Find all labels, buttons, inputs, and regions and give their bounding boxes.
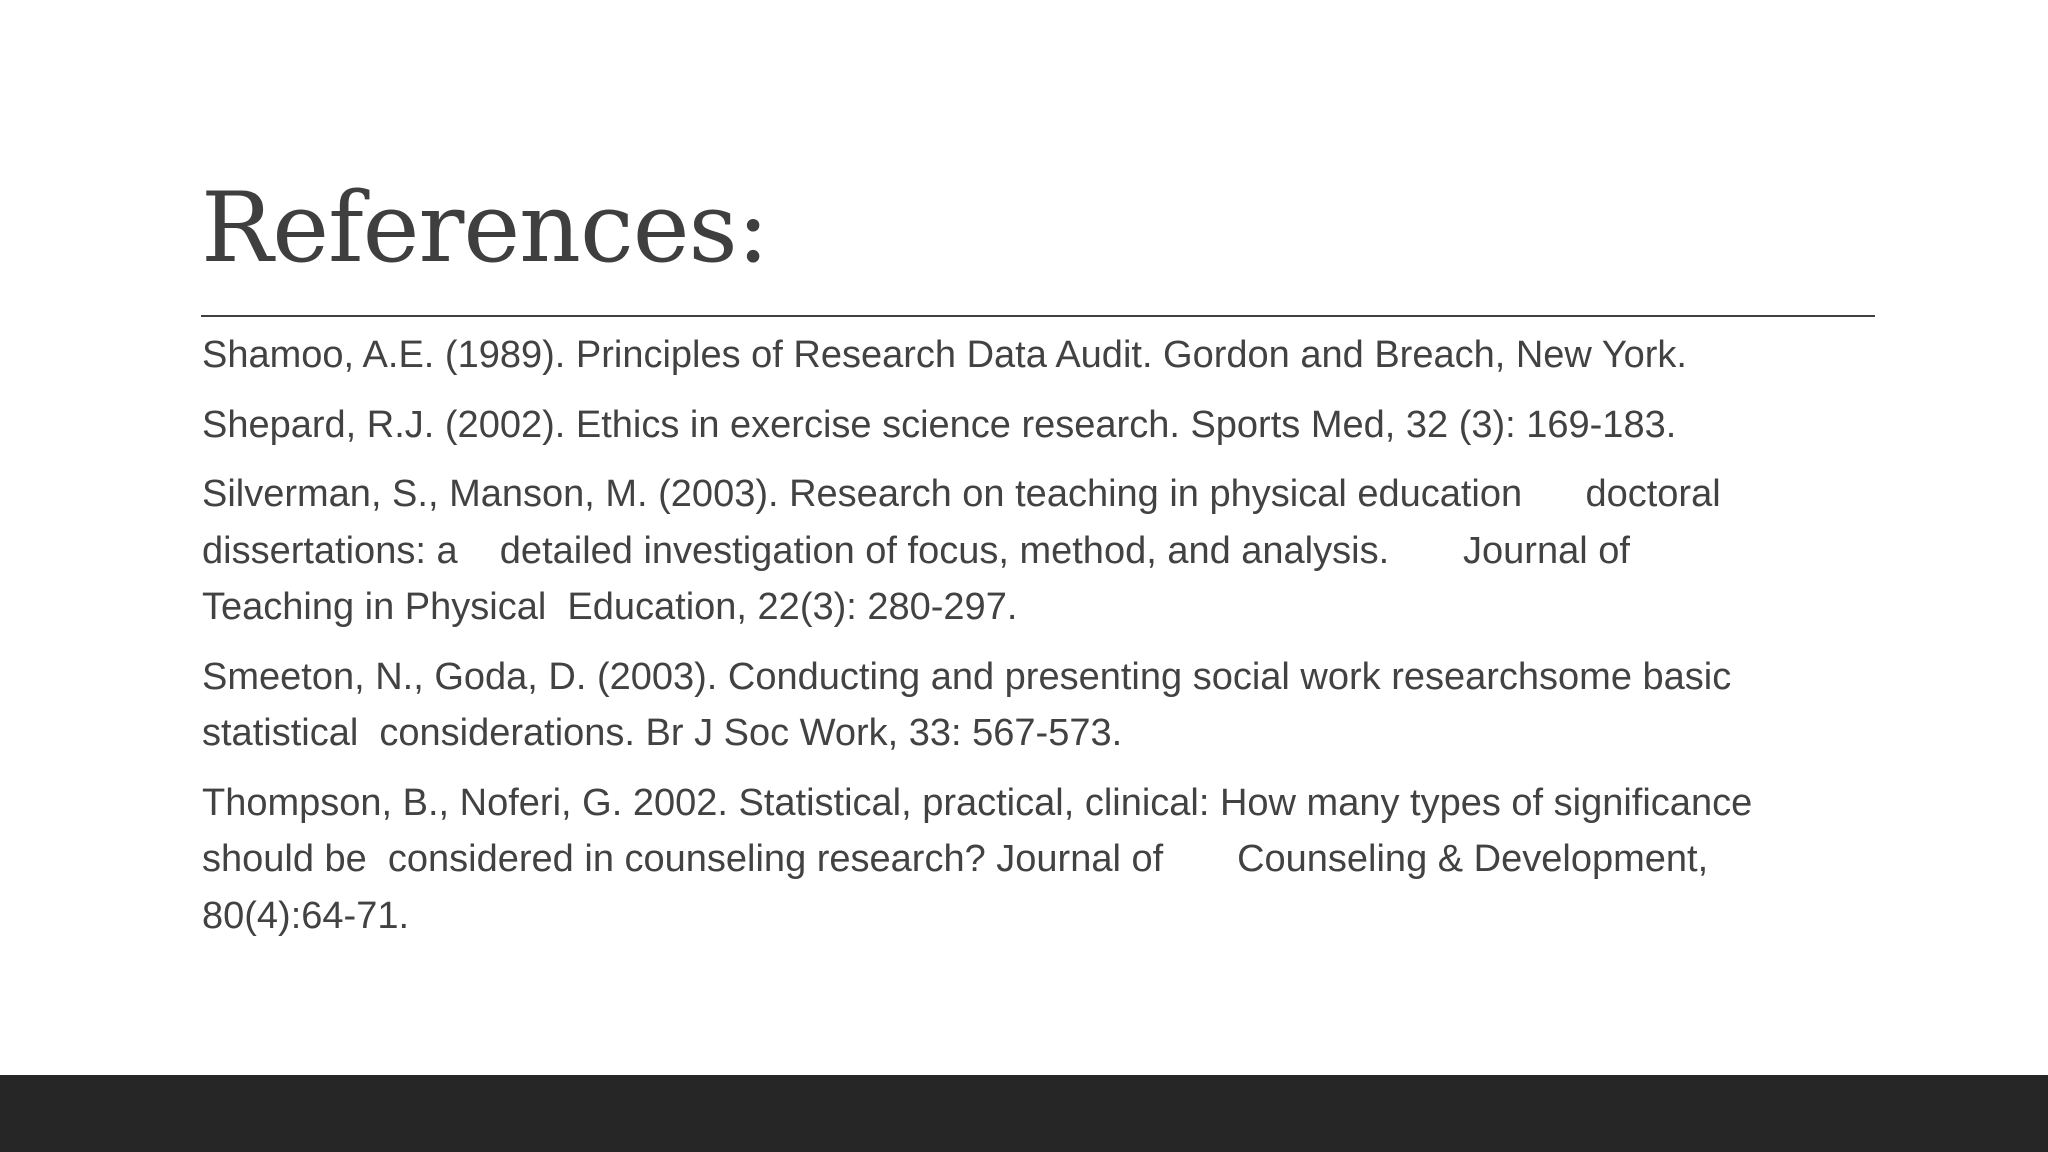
- reference-line: Shepard, R.J. (2002). Ethics in exercise science research. Sports Med, 32 (3): 169-183.: [202, 403, 1677, 446]
- reference-item: [202, 327, 1892, 384]
- reference-line: Smeeton, N., Goda, D. (2003). Conducting and presenting social work researchsome basic: [202, 655, 1732, 698]
- reference-line: should be considered in counseling research? Journal of Counseling & Development,: [202, 838, 1709, 880]
- reference-line: Thompson, B., Noferi, G. 2002. Statistical, practical, clinical: How many types of significance: [202, 781, 1753, 824]
- reference-item: [202, 397, 1892, 454]
- reference-line: Teaching in Physical Education, 22(3): 280-297.: [202, 586, 1018, 628]
- footer-bar: [0, 1075, 2048, 1152]
- reference-item: [202, 649, 1892, 762]
- reference-line: dissertations: a detailed investigation of focus, method, and analysis. Journal of: [202, 529, 1630, 572]
- reference-item: [202, 775, 1892, 945]
- title-divider: [201, 315, 1875, 317]
- reference-line: 80(4):64-71.: [202, 894, 410, 937]
- slide-title: References:: [201, 172, 769, 284]
- reference-item: [202, 466, 1892, 636]
- reference-line: Shamoo, A.E. (1989). Principles of Research Data Audit. Gordon and Breach, New York.: [202, 334, 1687, 376]
- reference-line: statistical considerations. Br J Soc Work, 33: 567-573.: [202, 712, 1123, 754]
- reference-list: [202, 327, 1892, 957]
- reference-line: Silverman, S., Manson, M. (2003). Research on teaching in physical education doctoral: [202, 473, 1721, 515]
